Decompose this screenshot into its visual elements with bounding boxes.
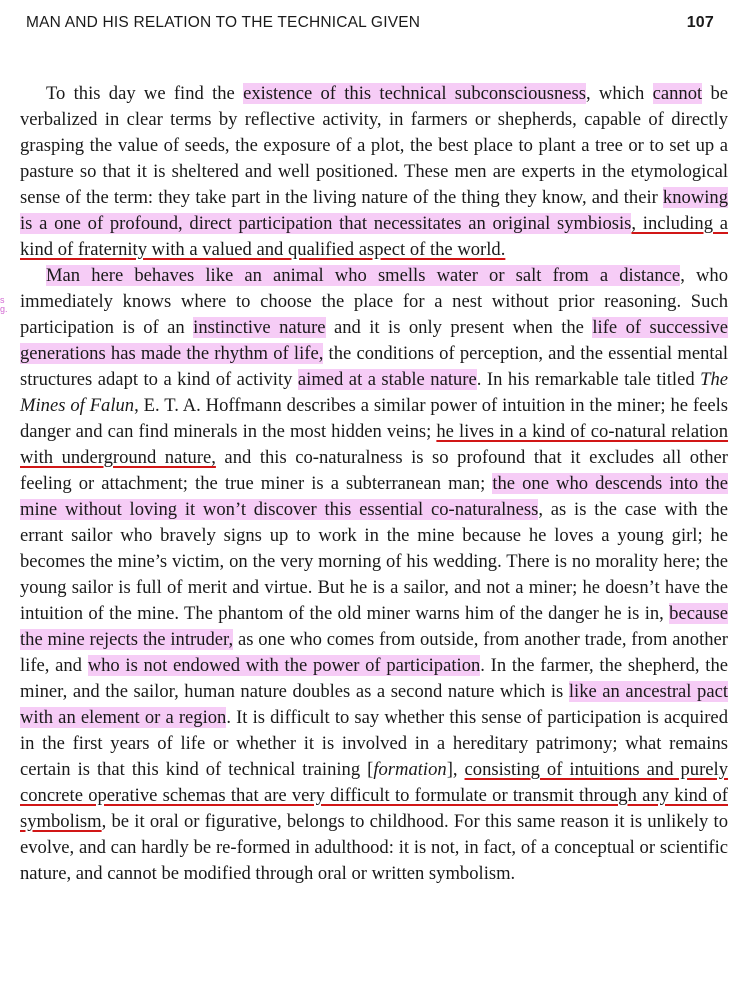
text-run: and this co-naturalness is so profound that it excludes all other feeling or attachment; the true miner is a subterranean man;: [20, 447, 728, 494]
running-title: MAN AND HIS RELATION TO THE TECHNICAL GIVEN: [26, 14, 421, 31]
page-header: [26, 14, 714, 36]
text-run: . In the farmer, the shepherd, the miner, and the sailor, human nature doubles as a second nature which is: [20, 655, 728, 702]
page-number: 107: [686, 14, 714, 31]
highlighted-text: life of successive generations has made the rhythm of life,: [20, 317, 728, 364]
underlined-text: consisting of intuitions and purely concrete operative schemas that are very difficult to formulate or transmit through any kind of symbolism: [20, 759, 728, 832]
italic-text: formation: [373, 759, 447, 780]
text-run: the conditions of perception, and the essential mental structures adapt to a kind of activity: [20, 343, 728, 390]
underlined-text: , including a kind of fraternity with a valued and qualified aspect of the world.: [20, 213, 728, 260]
text-run: and it is only present when the: [325, 317, 593, 338]
text-run: , be it oral or figurative, belongs to childhood. For this same reason it is unlikely to evolve, and can hardly be re-formed in adulthood: it is not, in fact, of a conceptual or scientific nature, and cannot be modified through oral or written symbolism.: [20, 811, 728, 884]
highlighted-text: aimed at a stable nature: [297, 369, 477, 390]
highlighted-text: the one who descends into the mine without loving it won’t discover this essential co-naturalness: [20, 473, 729, 520]
paragraph-1: [20, 81, 728, 263]
italic-text: The Mines of Falun: [20, 369, 728, 416]
text-run: To this day we find the: [46, 83, 244, 104]
highlighted-text: cannot: [652, 83, 703, 104]
highlighted-text: who is not endowed with the power of participation: [87, 655, 481, 676]
text-run: . It is difficult to say whether this sense of participation is acquired in the first years of life or whether it is involved in a hereditary patrimony; what remains certain is that this kind of technical training [: [20, 707, 728, 780]
text-run: . In his remarkable tale titled: [476, 369, 701, 390]
margin-annotation: s g.: [0, 296, 8, 314]
text-run: be verbalized in clear terms by reflective activity, in farmers or shepherds, capable of directly grasping the value of seeds, the exposure of a plot, the best place to plant a tree or to set up a pasture so that it is sheltered and well positioned. These men are experts in the etymological sense of the term: they take part in the living nature of the thing they know, and their: [20, 83, 728, 208]
text-run: , as is the case with the errant sailor who bravely signs up to work in the mine because he loves a young girl; he becomes the mine’s victim, on the very morning of his wedding. There is no morality here; the young sailor is full of merit and virtue. But he is a sailor, and not a miner; he doesn’t have the intuition of the mine. The phantom of the old miner warns him of the danger he is in,: [20, 499, 728, 624]
highlighted-text: Man here behaves like an animal who smells water or salt from a distance: [46, 265, 681, 286]
highlighted-text: knowing is a one of profound, direct participation that necessitates an original symbiosis: [20, 187, 728, 234]
body-text: [20, 81, 728, 887]
text-run: as one who comes from outside, from another trade, from another life, and: [20, 629, 729, 676]
highlighted-text: instinctive nature: [193, 317, 326, 338]
highlighted-text: existence of this technical subconsciousness: [243, 83, 586, 104]
text-run: , which: [585, 83, 653, 104]
text-run: ],: [446, 759, 465, 780]
highlighted-text: because the mine rejects the intruder,: [20, 603, 728, 650]
highlighted-text: like an ancestral pact with an element or a region: [20, 681, 728, 728]
text-run: , who immediately knows where to choose the place for a nest without prior reasoning. Such participation is of an: [20, 265, 728, 338]
text-run: , E. T. A. Hoffmann describes a similar power of intuition in the miner; he feels danger and can find minerals in the most hidden veins;: [20, 395, 728, 442]
underlined-text: he lives in a kind of co-natural relation with underground nature,: [20, 421, 729, 468]
paragraph-2: [20, 263, 728, 887]
